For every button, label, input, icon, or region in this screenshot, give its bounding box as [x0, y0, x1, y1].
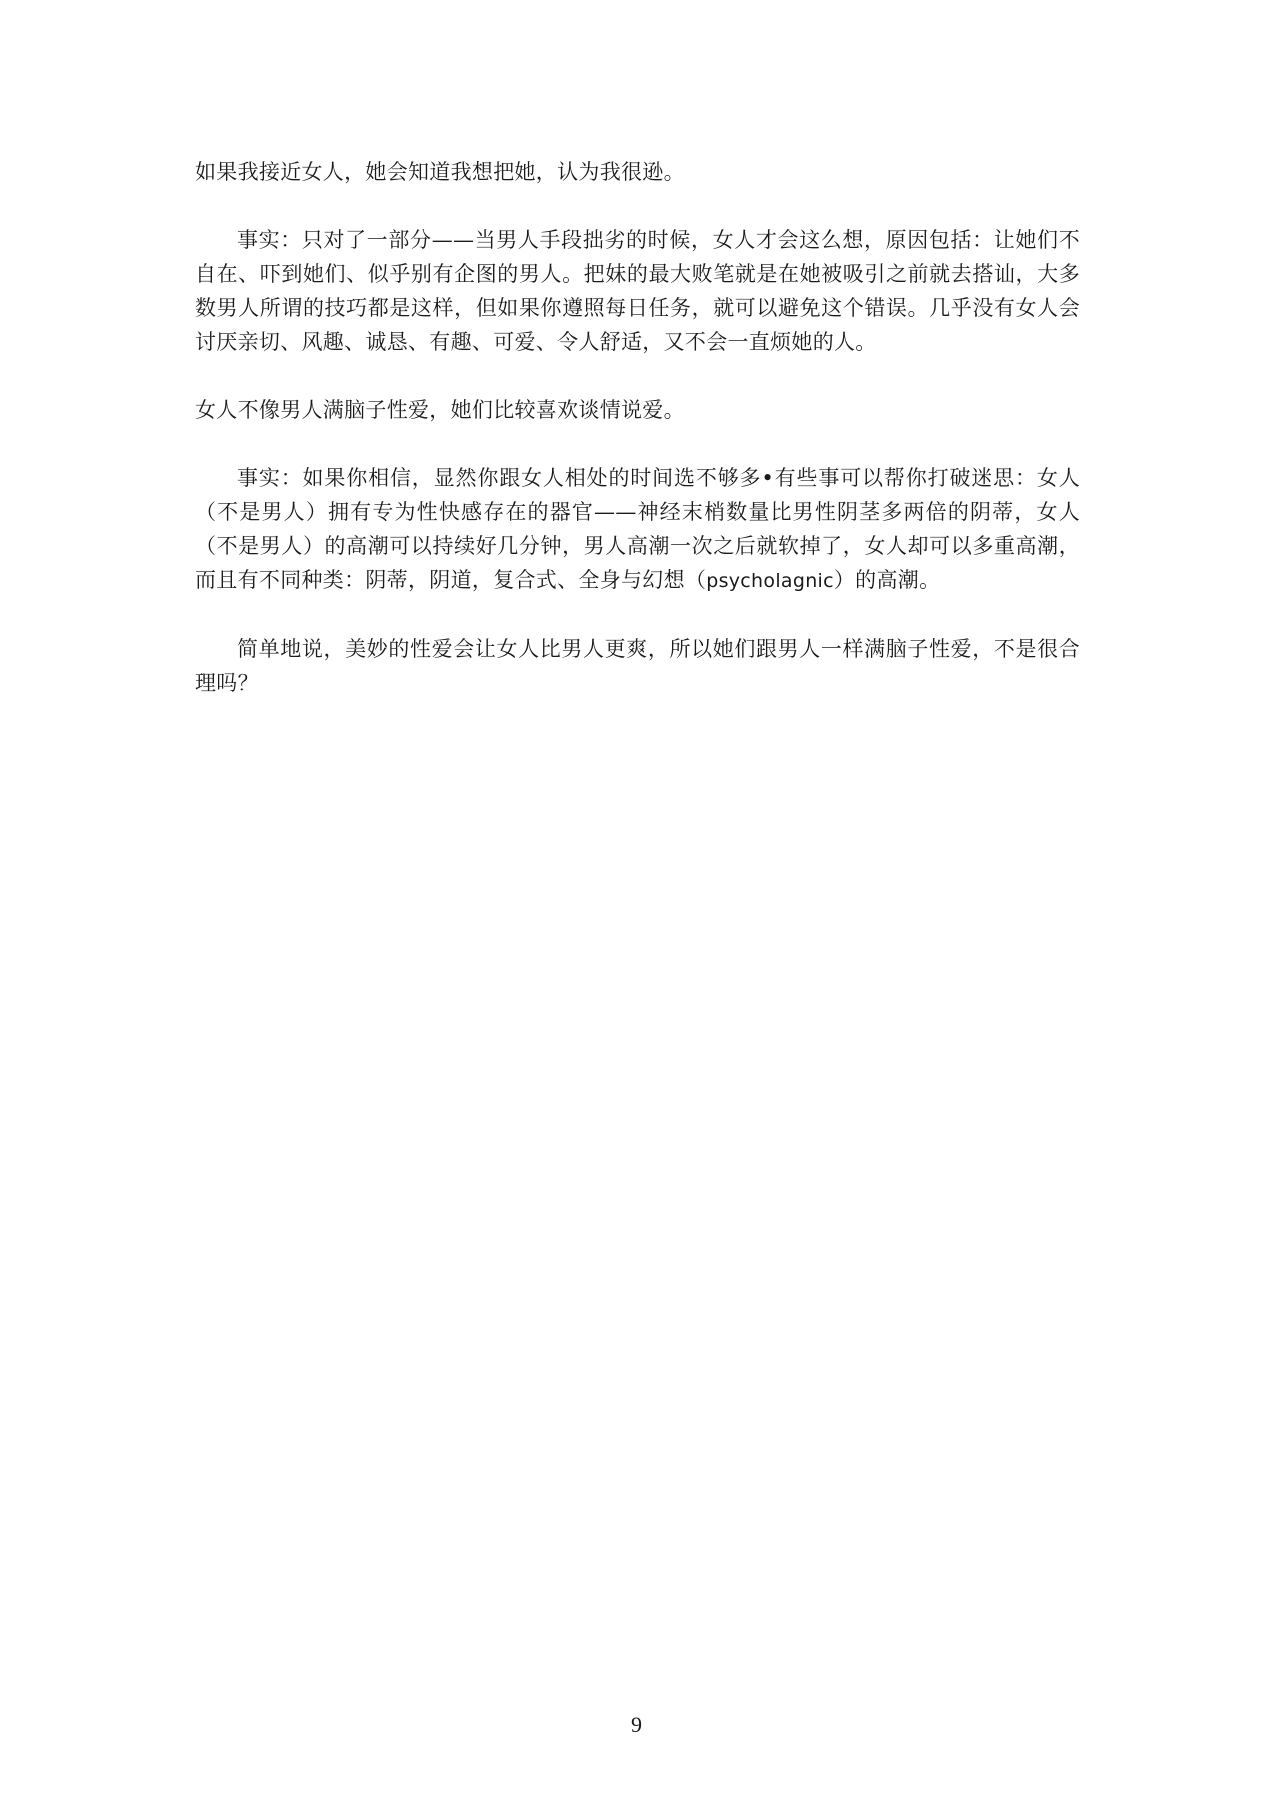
paragraph-gap: [195, 427, 1080, 461]
paragraph-gap: [195, 598, 1080, 632]
paragraph-fact-orgasm-text-after: ）的高潮。: [833, 568, 941, 592]
paragraph-conclusion: 简单地说，美妙的性爱会让女人比男人更爽，所以她们跟男人一样满脑子性爱，不是很合理吗？: [195, 637, 1080, 695]
paragraph-myth-approach: 如果我接近女人，她会知道我想把她，认为我很逊。: [195, 160, 685, 184]
paragraph-myth-romance: 女人不像男人满脑子性爱，她们比较喜欢谈情说爱。: [195, 398, 685, 422]
page-number: 9: [631, 1712, 642, 1737]
document-body: [195, 155, 1080, 700]
latin-term: psycholagnic: [706, 570, 834, 592]
paragraph-fact-approach: 事实：只对了一部分——当男人手段拙劣的时候，女人才会这么想，原因包括：让她们不自在、吓到她们、似乎别有企图的男人。把妹的最大败笔就是在她被吸引之前就去搭讪，大多数男人所谓的技巧都是这样，但如果你遵照每日任务，就可以避免这个错误。几乎没有女人会讨厌亲切、风趣、诚恳、有趣、可爱、令人舒适，又不会一直烦她的人。: [195, 228, 1080, 354]
paragraph-gap: [195, 359, 1080, 393]
paragraph-fact-orgasm: [195, 461, 1080, 598]
paragraph-gap: [195, 189, 1080, 223]
paragraph-fact-orgasm-text-before: 事实：如果你相信，显然你跟女人相处的时间选不够多•有些事可以帮你打破迷思：女人（不是男人）拥有专为性快感存在的器官——神经末梢数量比男性阴茎多两倍的阴蒂，女人（不是男人）的高潮可以持续好几分钟，男人高潮一次之后就软掉了，女人却可以多重高潮，而且有不同种类：阴蒂，阴道，复合式、全身与幻想（: [195, 466, 1080, 592]
